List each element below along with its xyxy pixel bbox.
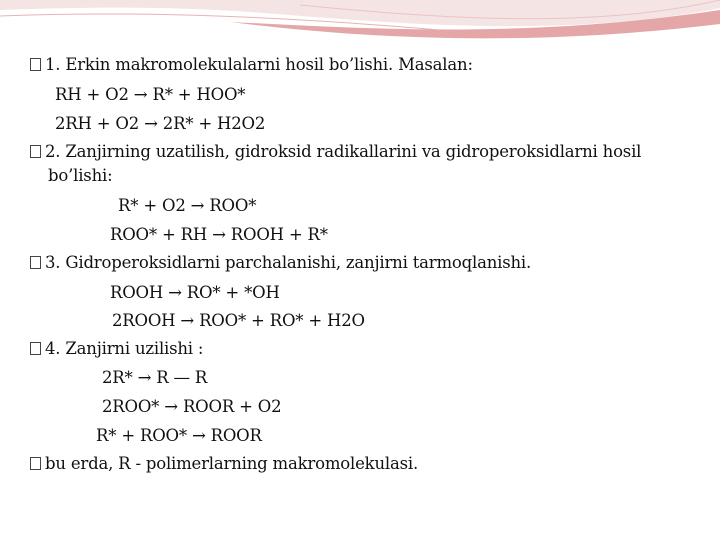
bullet-box-icon — [30, 58, 41, 71]
note-line: bu erda, R - polimerlarning makromolekulasi. — [30, 454, 418, 474]
reaction-line: ROO* + RH → ROOH + R* — [110, 225, 328, 244]
reaction-line: 2ROOH → ROO* + RO* + H2O — [112, 311, 365, 330]
bullet-box-icon — [30, 145, 41, 158]
bullet-box-icon — [30, 342, 41, 355]
header-decoration — [0, 0, 720, 60]
point-2-heading: 2. Zanjirning uzatilish, gidroksid radikallarini va gidroperoksidlarni hosil — [30, 142, 641, 162]
reaction-line: RH + O2 → R* + HOO* — [55, 85, 246, 104]
reaction-line: ROOH → RO* + *OH — [110, 283, 280, 302]
reaction-line: 2R* → R — R — [102, 368, 208, 387]
bullet-box-icon — [30, 256, 41, 269]
point-1-heading: 1. Erkin makromolekulalarni hosil bo’lishi. Masalan: — [30, 55, 473, 75]
point-2-heading-continued: bo’lishi: — [48, 166, 113, 185]
reaction-line: R* + ROO* → ROOR — [96, 426, 262, 445]
reaction-line: R* + O2 → ROO* — [118, 196, 257, 215]
reaction-line: 2ROO* → ROOR + O2 — [102, 397, 282, 416]
point-4-heading: 4. Zanjirni uzilishi : — [30, 339, 203, 359]
point-3-heading: 3. Gidroperoksidlarni parchalanishi, zanjirni tarmoqlanishi. — [30, 253, 531, 273]
reaction-line: 2RH + O2 → 2R* + H2O2 — [55, 114, 266, 133]
bullet-box-icon — [30, 457, 41, 470]
